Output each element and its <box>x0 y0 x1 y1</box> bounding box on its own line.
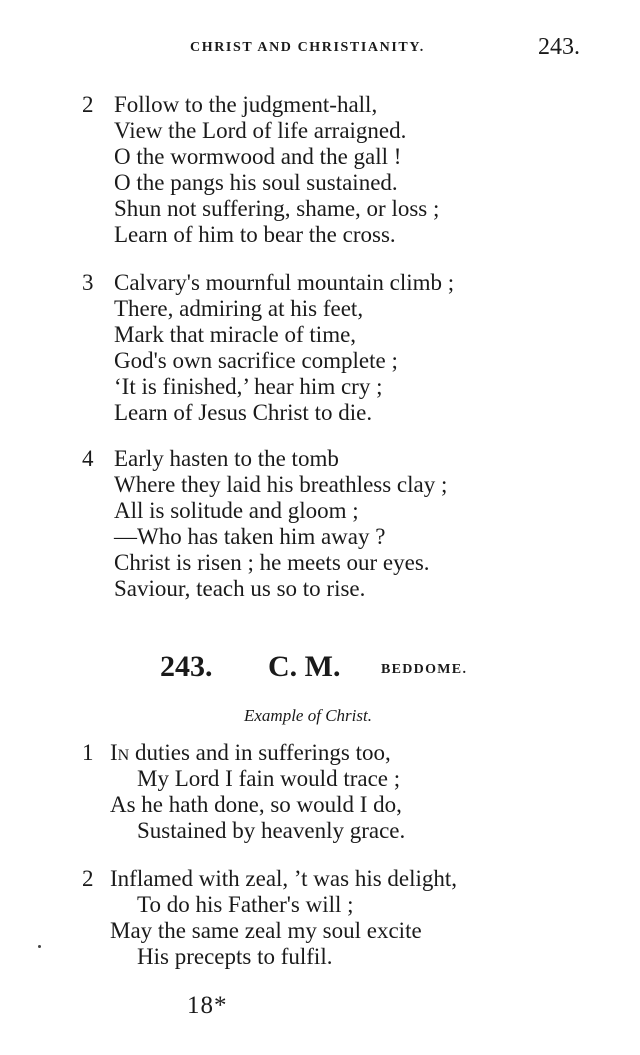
stanza-line: Saviour, teach us so to rise. <box>114 576 366 601</box>
stanza-line: There, admiring at his feet, <box>114 296 364 321</box>
stanza-line: O the pangs his soul sustained. <box>114 170 398 195</box>
hymn-number: 243. <box>160 650 213 683</box>
stanza-line: His precepts to fulfil. <box>137 944 333 969</box>
stanza-line: As he hath done, so would I do, <box>110 792 402 817</box>
hymn-meter: C. M. <box>268 650 341 683</box>
stanza-line: View the Lord of life arraigned. <box>114 118 407 143</box>
stanza-number: 1 <box>82 740 94 765</box>
hymn-subtitle: Example of Christ. <box>244 706 372 725</box>
stanza-line: My Lord I fain would trace ; <box>137 766 401 791</box>
stanza-line: O the wormwood and the gall ! <box>114 144 402 169</box>
running-head: CHRIST AND CHRISTIANITY. <box>190 40 425 55</box>
stanza-line: Learn of him to bear the cross. <box>114 222 396 247</box>
stanza-line: Shun not suffering, shame, or loss ; <box>114 196 440 221</box>
stanza-number: 4 <box>82 446 94 471</box>
stanza-line: Christ is risen ; he meets our eyes. <box>114 550 430 575</box>
stanza-line: Learn of Jesus Christ to die. <box>114 400 373 425</box>
stanza-line: Where they laid his breathless clay ; <box>114 472 448 497</box>
stanza-line: Follow to the judgment-hall, <box>114 92 378 117</box>
stanza-line: Mark that miracle of time, <box>114 322 357 347</box>
print-speck <box>38 945 41 948</box>
stanza-line: God's own sacrifice complete ; <box>114 348 398 373</box>
stanza-line: All is solitude and gloom ; <box>114 498 359 523</box>
stanza-number: 2 <box>82 92 94 117</box>
hymn-header <box>0 650 640 690</box>
stanza-line: May the same zeal my soul excite <box>110 918 422 943</box>
stanza-line: To do his Father's will ; <box>137 892 354 917</box>
stanza-line: Early hasten to the tomb <box>114 446 339 471</box>
stanza-first-line <box>110 740 391 766</box>
stanza-line: Inflamed with zeal, ’t was his delight, <box>110 866 458 891</box>
hymn-author: BEDDOME. <box>381 662 468 677</box>
stanza-line: Sustained by heavenly grace. <box>137 818 406 843</box>
stanza-line: Calvary's mournful mountain climb ; <box>114 270 455 295</box>
stanza-number: 3 <box>82 270 94 295</box>
signature-mark: 18* <box>187 992 228 1019</box>
stanza-first-word: In <box>110 740 130 765</box>
stanza-line: ‘It is finished,’ hear him cry ; <box>114 374 383 399</box>
stanza-line: —Who has taken him away ? <box>114 524 386 549</box>
stanza-first-line-rest: duties and in sufferings too, <box>129 740 391 765</box>
stanza-number: 2 <box>82 866 94 891</box>
page-number: 243. <box>538 34 580 60</box>
